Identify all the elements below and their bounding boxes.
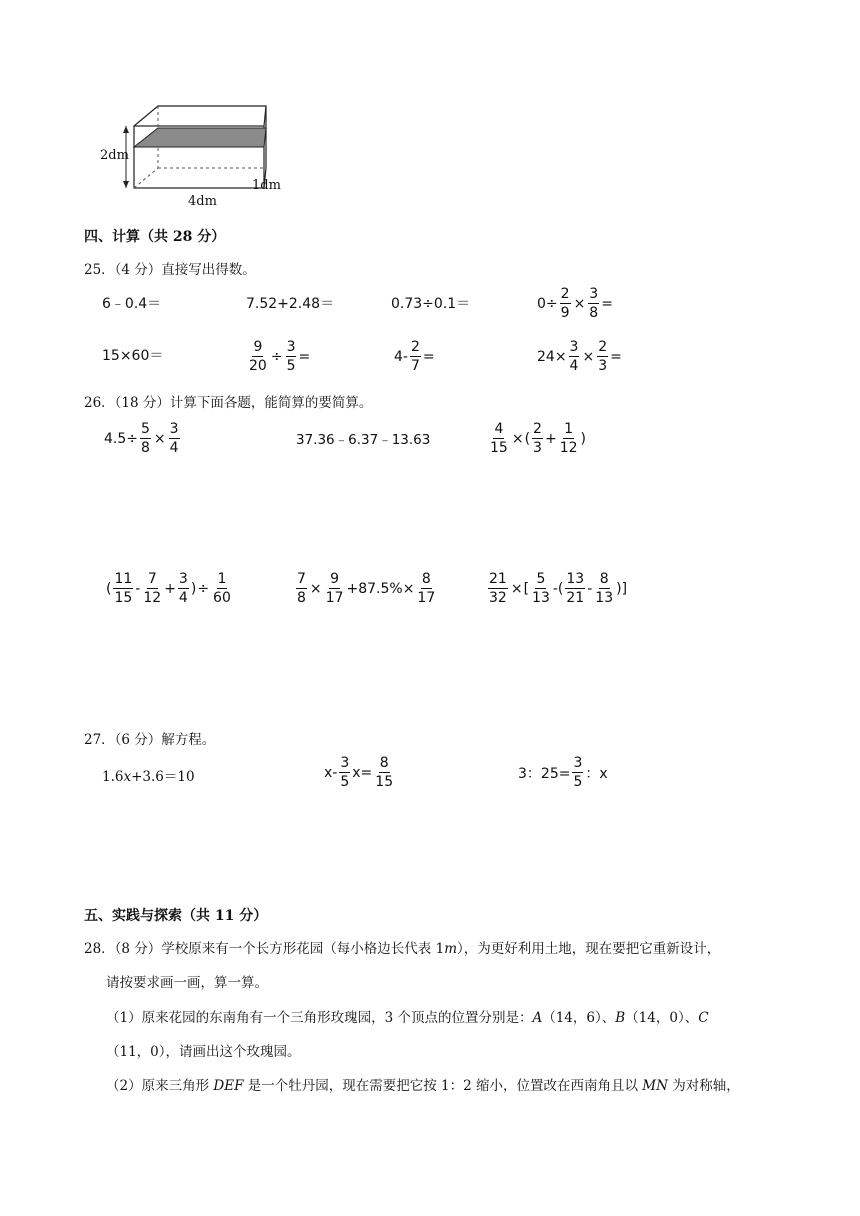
q26-expr-5: $\frac{7}{8}$ × $\frac{9}{17}$ +87.5%× $\frac{8}{17}$ [297,571,436,606]
q25-expr-5: 15×60＝ [102,348,164,364]
q26-expr-6: $\frac{21}{32}$ × [ $\frac{5}{13}$ - ( $\frac{13}{21}$ - $\frac{8}{13}$ ) ] [489,571,628,606]
q25-expr-4: 0÷ $\frac{2}{9}$ × $\frac{3}{8}$ = [537,286,613,321]
q25-expr-7: 4- $\frac{2}{7}$ = [394,339,435,374]
q28-line-2: 请按要求画一画，算一算。 [106,975,268,991]
q28-part1-line-1: （1）原来花园的东南角有一个三角形玫瑰园，3 个顶点的位置分别是：A（14，6）、B（14，0）、C [106,1010,709,1026]
cuboid-figure [100,100,290,210]
width-label: 1dm [252,178,281,193]
q26-expr-3: $\frac{4}{15}$ × ( $\frac{2}{3}$ + $\frac{1}{12}$ ) [490,421,586,456]
q28-part1-line-2: （11，0），请画出这个玫瑰园。 [106,1044,301,1060]
q25-expr-1: 6﹣0.4＝ [102,296,162,312]
q25-expr-2: 7.52+2.48＝ [246,296,335,312]
q26-prompt: 26．（18 分）计算下面各题，能简算的要简算。 [84,395,373,411]
q27-expr-2: x- $\frac{3}{5}$ x= $\frac{8}{15}$ [324,755,394,790]
length-label: 4dm [188,194,217,209]
q27-expr-3: 3：25= $\frac{3}{5}$ ：x [518,755,608,790]
q26-expr-1: 4.5÷ $\frac{5}{8}$ × $\frac{3}{4}$ [104,421,179,456]
q25-expr-6: $\frac{9}{20}$ ÷ $\frac{3}{5}$ = [249,339,311,374]
q27-expr-1: 1.6x+3.6＝10 [102,769,195,785]
q25-expr-3: 0.73÷0.1＝ [391,296,471,312]
q26-expr-2: 37.36﹣6.37﹣13.63 [296,432,431,448]
q25-prompt: 25．（4 分）直接写出得数。 [84,262,256,278]
section-5-title: 五、实践与探索（共 11 分） [84,908,268,924]
q28-part2-line-1: （2）原来三角形 DEF 是一个牡丹园，现在需要把它按 1：2 缩小，位置改在西南角且以 MN 为对称轴， [106,1078,740,1094]
section-4-title: 四、计算（共 28 分） [84,229,226,245]
q25-expr-8: 24× $\frac{3}{4}$ × $\frac{2}{3}$ = [537,339,622,374]
q28-line-1: 28．（8 分）学校原来有一个长方形花园（每小格边长代表 1m），为更好利用土地，现在要把它重新设计， [84,941,721,957]
q26-expr-4: ( $\frac{11}{15}$ - $\frac{7}{12}$ + $\frac{3}{4}$ ) ÷ $\frac{1}{60}$ [106,571,231,606]
q27-prompt: 27．（6 分）解方程。 [84,732,216,748]
height-label: 2dm [100,148,129,163]
